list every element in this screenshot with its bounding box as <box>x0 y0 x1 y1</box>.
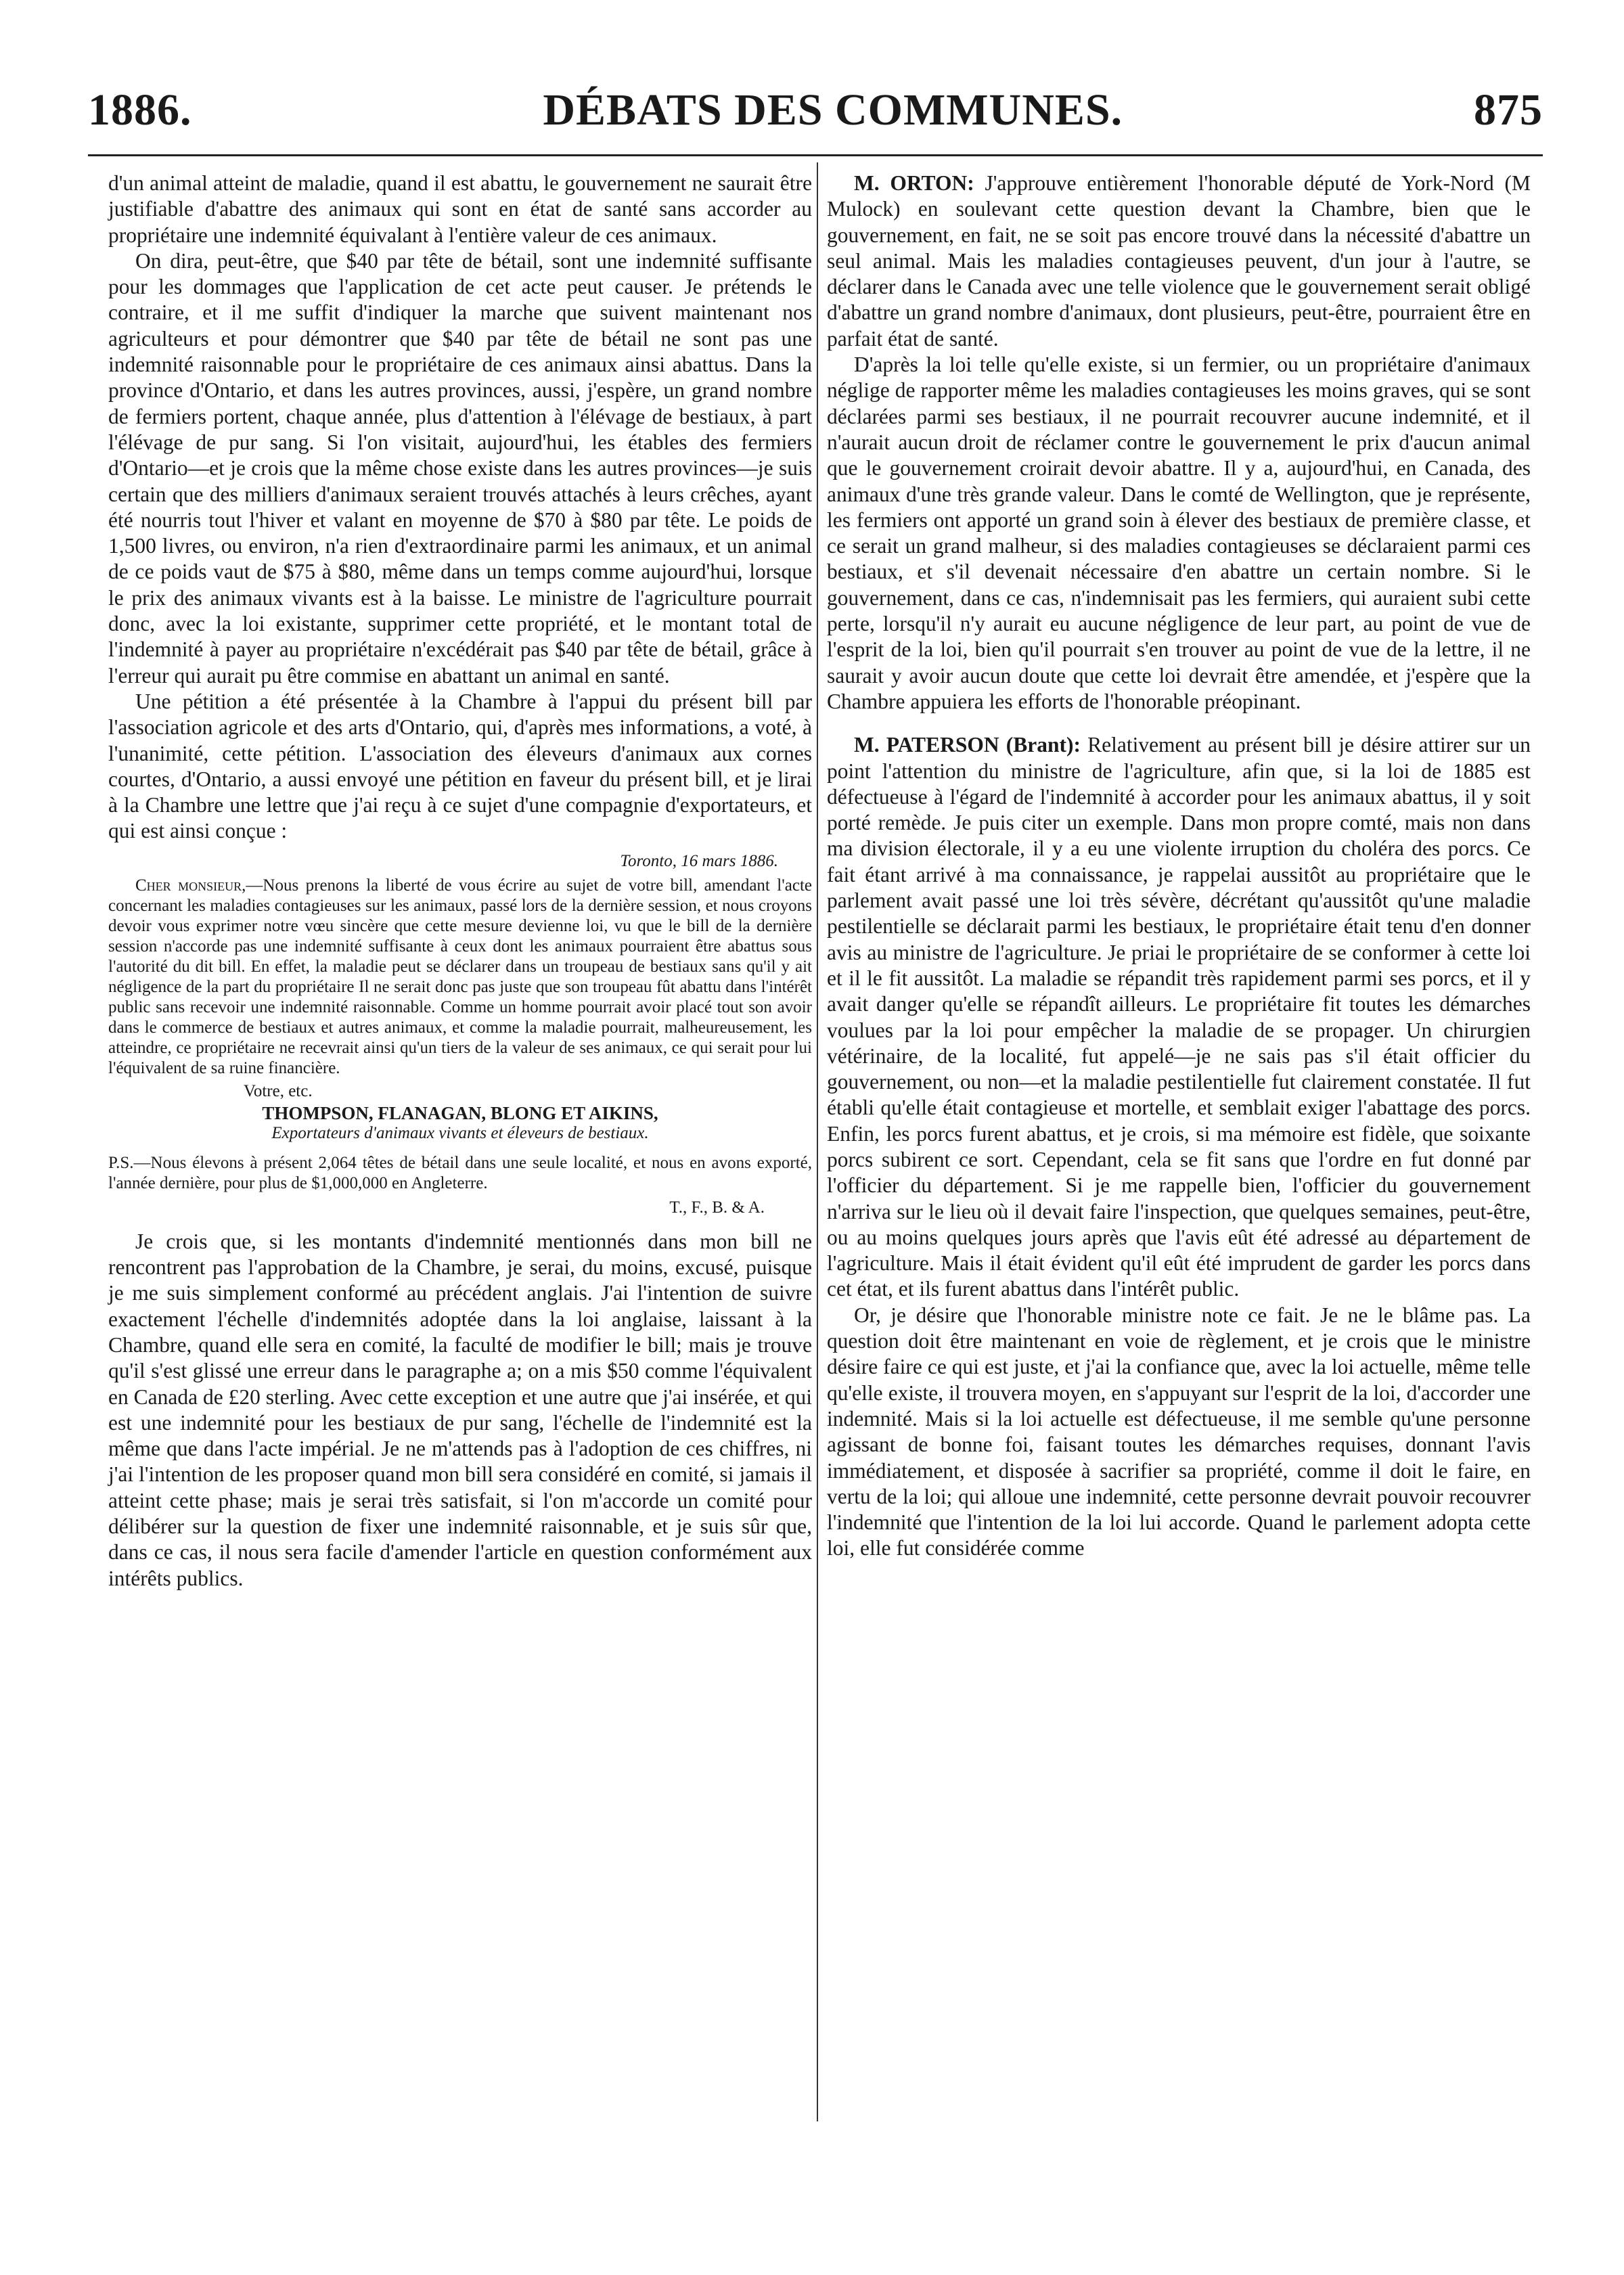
column-divider <box>817 162 818 2121</box>
letter-initials: T., F., B. & A. <box>669 1198 765 1217</box>
quoted-letter <box>108 851 812 1218</box>
paragraph: Une pétition a été présentée à la Chambre à l'appui du présent bill par l'association agricole et des arts d'Ontario, qui, d'après mes informations, a voté, à l'unanimité, cette pétition. L'association des éleveurs d'animaux aux cornes courtes, d'Ontario, a aussi envoyé une pétition en faveur du présent bill, et je lirai à la Chambre une lettre que j'ai reçu à ce sujet d'une compagnie d'exportateurs, et qui est ainsi conçue : <box>108 689 812 843</box>
paragraph: J'approuve entièrement l'honorable député de York-Nord (M Mulock) en soulevant cette question devant la Chambre, bien que le gouvernement, en fait, ne se soit pas encore trouvé dans la nécessité d'abattre un seul animal. Mais les maladies contagieuses peuvent, d'un jour à l'autre, se déclarer dans le Canada avec une telle violence que le gouvernement serait obligé d'abattre un grand nombre d'animaux, dont plusieurs, peut-être, pourraient être en parfait état de santé. <box>827 171 1531 351</box>
letter-body <box>108 876 812 1079</box>
letter-salutation: Cher monsieur, <box>135 876 246 895</box>
paragraph: Je crois que, si les montants d'indemnité mentionnés dans mon bill ne rencontrent pas l'approbation de la Chambre, je serai, du moins, excusé, puisque je me suis simplement conformé au précédent anglais. J'ai l'intention de suivre exactement l'échelle d'indemnités adoptée dans la loi anglaise, laissant à la Chambre, quand elle sera en comité, la faculté de modifier le bill; mais je trouve qu'il s'est glissé une erreur dans le paragraphe a; on a mis $50 comme l'équivalent en Canada de £20 sterling. Avec cette exception et une autre que j'ai insérée, et qui est une indemnité pour les bestiaux de pur sang, l'échelle de l'indemnité est la même que dans l'acte impérial. Je ne m'attends pas à l'adoption de ces chiffres, ni j'ai l'intention de les proposer quand mon bill sera considéré en comité, si jamais il atteint cette phase; mais je serai très satisfait, si l'on m'accorde un comité pour délibérer sur la question de fixer une indemnité raisonnable, et je suis sûr que, dans ce cas, il nous sera facile d'amender l'article en question conformément aux intérêts publics. <box>108 1229 812 1590</box>
letter-dateline: Toronto, 16 mars 1886. <box>620 851 778 870</box>
header-page-number: 875 <box>1473 85 1543 135</box>
header-rule <box>88 154 1543 156</box>
paragraph: On dira, peut-être, que $40 par tête de bétail, sont une indemnité suffisante pour les dommages que l'application de cet acte peut causer. Je prétends le contraire, et il me suffit d'indiquer la marche que suivent maintenant nos agriculteurs et pour démontrer que $40 par tête de bétail ne sont pas une indemnité raisonnable pour le propriétaire de ces animaux ainsi abattus. Dans la province d'Ontario, et dans les autres provinces, aussi, j'espère, un grand nombre de fermiers portent, chaque année, plus d'attention à l'élévage de bestiaux, à part l'élévage de pur sang. Si l'on visitait, aujourd'hui, les étables des fermiers d'Ontario—et je crois que la même chose existe dans les autres provinces—je suis certain que des milliers d'animaux seraient trouvés attachés à leurs crêches, ayant été nourris tout l'hiver et valant en moyenne de $70 à $80 par tête. Le poids de 1,500 livres, ou environ, n'a rien d'extraordinaire parmi les animaux, et un animal de ce poids vaut de $75 à $80, même dans un temps comme aujourd'hui, lorsque le prix des animaux vivants est à la baisse. Le ministre de l'agriculture pourrait donc, avec la loi existante, supprimer cette propriété, et le montant total de l'indemnité à payer au propriétaire n'excédérait pas $40 par tête de bétail, grâce à l'erreur qui aurait pu être commise en abattant un animal en santé. <box>108 248 812 688</box>
page-header <box>88 85 1543 145</box>
paragraph: Or, je désire que l'honorable ministre note ce fait. Je ne le blâme pas. La question doit être maintenant en voie de règlement, et je crois que le ministre désire faire ce qui est juste, et j'ai la confiance que, avec la loi actuelle, même telle qu'elle existe, il trouvera moyen, en s'appuyant sur l'esprit de la loi, d'accorder une indemnité. Mais si la loi actuelle est défectueuse, il me semble qu'une personne agissant de bonne foi, faisant toutes les démarches requises, donnant l'avis immédiatement, et disposée à sacrifier sa propriété, comme il doit le faire, en vertu de la loi; qui alloue une indemnité, cette personne devrait pouvoir recouvrer l'indemnité que l'intention de la loi lui accorde. Quand le parlement adopta cette loi, elle fut considérée comme <box>827 1303 1531 1560</box>
speaker-name: M. PATERSON (Brant): <box>854 733 1081 757</box>
speech-orton <box>827 171 1531 352</box>
letter-postscript: P.S.—Nous élevons à présent 2,064 têtes de bétail dans une seule localité, et nous en avons exporté, l'année dernière, pour plus de $1,000,000 en Angleterre. <box>108 1153 812 1192</box>
letter-closing: Votre, etc. <box>244 1081 313 1100</box>
letter-body-text: —Nous prenons la liberté de vous écrire au sujet de votre bill, amendant l'acte concernant les maladies contagieuses sur les animaux, passé lors de la dernière session, et nous croyons devoir vous exprimer notre vœu sincère que cette mesure devienne loi, vu que le bill de la dernière session n'accorde pas une indemnité suffisante à ceux dont les animaux pourraient être abattus sous l'autorité du dit bill. En effet, la maladie peut se déclarer dans un troupeau de bestiaux sans qu'il y ait négligence de la part du propriétaire Il ne serait donc pas juste que son troupeau fût abattu dans l'intérêt public sans recevoir une indemnité raisonnable. Comme un homme pourrait avoir placé tout son avoir dans le commerce de bestiaux et autres animaux, et comme la maladie pourrait, malheureusement, les atteindre, ce propriétaire ne recevrait ainsi qu'un tiers de la valeur de ses animaux, ce qui serait pour lui l'équivalent de sa ruine financière. <box>108 876 812 1077</box>
paragraph: D'après la loi telle qu'elle existe, si un fermier, ou un propriétaire d'animaux néglige de rapporter même les maladies contagieuses les moins graves, qui se sont déclarées parmi ses bestiaux, il ne pourrait recouvrer aucune indemnité, et il n'aurait aucun droit de réclamer contre le gouvernement le prix d'aucun animal que le gouvernement croirait devoir abattre. Il y a, aujourd'hui, en Canada, des animaux d'une très grande valeur. Dans le comté de Wellington, que je représente, les fermiers ont apporté un grand soin à élever des bestiaux de première classe, et ce serait un grand malheur, si des maladies contagieuses se déclaraient parmi ces bestiaux, et s'il devenait nécessaire d'en abattre un certain nombre. Si le gouvernement, dans ce cas, n'indemnisait pas les fermiers, qui auraient subi cette perte, lorsqu'il n'y aurait eu aucune négligence de leur part, au point de vue de l'esprit de la loi, bien qu'il pourrait s'en trouver au point de vue de la lettre, il ne saurait y avoir aucun doute que cette loi devrait être amendée, et j'espère que la Chambre appuiera les efforts de l'honorable préopinant. <box>827 353 1531 713</box>
speech-gap <box>827 715 1531 732</box>
header-title: DÉBATS DES COMMUNES. <box>543 85 1123 135</box>
letter-signature: THOMPSON, FLANAGAN, BLONG ET AIKINS, <box>262 1102 658 1123</box>
left-column <box>108 171 812 1592</box>
header-year: 1886. <box>88 85 192 135</box>
letter-signature-title: Exportateurs d'animaux vivants et éleveurs de bestiaux. <box>271 1123 649 1142</box>
right-column <box>827 171 1531 1562</box>
paragraph: d'un animal atteint de maladie, quand il est abattu, le gouvernement ne saurait être justifiable d'abattre des animaux qui sont en état de santé sans accorder au propriétaire une indemnité équivalant à l'entière valeur de ces animaux. <box>108 171 812 247</box>
speech-paterson <box>827 732 1531 1303</box>
speaker-name: M. ORTON: <box>854 171 974 195</box>
paragraph: Relativement au présent bill je désire attirer sur un point l'attention du ministre de l'agriculture, afin que, si la loi de 1885 est défectueuse à l'égard de l'indemnité à accorder pour les animaux abattus, il y soit porté remède. Je puis citer un exemple. Dans mon propre comté, mais non dans ma division électorale, il y a eu une violente irruption du choléra des porcs. Ce fait étant arrivé à ma connaissance, je rappelai aussitôt au propriétaire que le parlement avait passé une loi très sévère, décrétant qu'aussitôt qu'une maladie pestilentielle se déclarait parmi les bestiaux, le propriétaire était tenu d'en donner avis au ministre de l'agriculture. Je priai le propriétaire de se conformer à cette loi et il le fit aussitôt. La maladie se répandit très rapidement parmi ses porcs, et il y avait danger qu'elle se répandît ailleurs. Le propriétaire fit toutes les démarches voulues par la loi pour empêcher la maladie de se propager. Un chirurgien vétérinaire, de la localité, fut appelé—je ne sais pas s'il était officier du gouvernement, ou non—et la maladie pestilentielle fut clairement constatée. Il fut établi qu'elle était contagieuse et mortelle, et semblait exiger l'abattage des porcs. Enfin, les porcs furent abattus, et je crois, si ma mémoire est fidèle, que soixante porcs subirent ce sort. Cependant, cela se fit sans que l'ordre en fut donné par l'officier du département. Si je me rappelle bien, l'officier du gouvernement n'arriva sur le lieu où il devait faire l'inspection, que quelques semaines, peut-être, ou au moins quelques jours après que l'avis eût été adressé au département de l'agriculture. Mais il était évident qu'il eût été imprudent de garder les porcs dans cet état, et ils furent abattus dans l'intérêt public. <box>827 733 1531 1301</box>
